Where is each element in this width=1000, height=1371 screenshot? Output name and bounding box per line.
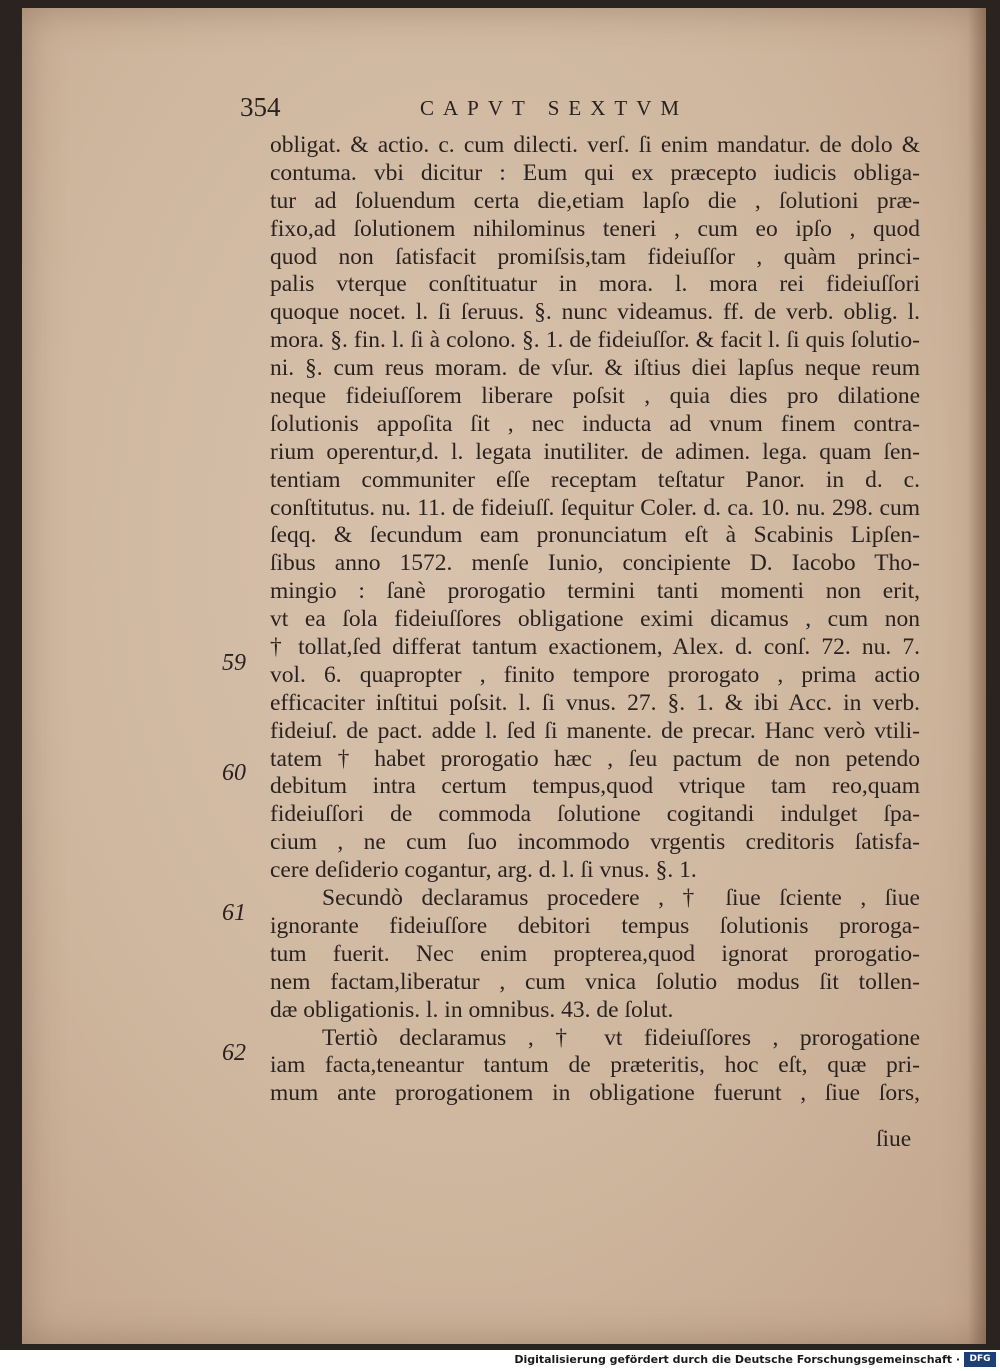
- text-line: mum ante prorogationem in obligatione fuerunt , ſiue ſors,: [270, 1080, 920, 1107]
- text-line: debitum intra certum tempus,quod vtrique tam reo,quam: [270, 773, 920, 800]
- text-line: fideiuſ. de pact. adde l. ſed ſi manente. de precar. Hanc verò vtili-: [270, 717, 920, 744]
- text-line: Tertiò declaramus , † vt fideiuſſores , prorogatione: [322, 1024, 920, 1051]
- text-line: ſolutionis appoſita ſit , nec inducta ad vnum finem contra-: [270, 410, 920, 437]
- page-number: 354: [240, 92, 281, 122]
- page-header: [240, 92, 800, 122]
- text-line: quoque nocet. l. ſi ſeruus. §. nunc videamus. ff. de verb. oblig. l.: [270, 299, 920, 326]
- text-line: nem factam,liberatur , cum vnica ſolutio modus ſit tollen-: [270, 968, 920, 995]
- text-line: conſtitutus. nu. 11. de fideiuſſ. ſequitur Coler. d. ca. 10. nu. 298. cum: [270, 494, 920, 521]
- text-line: ignorante fideiuſſore debitori tempus ſolutionis proroga-: [270, 912, 920, 939]
- text-line: vol. 6. quapropter , finito tempore prorogato , prima actio: [270, 661, 920, 688]
- dfg-logo: DFG: [964, 1352, 996, 1367]
- footer-credit: Digitalisierung gefördert durch die Deutsche Forschungsgemeinschaft ·: [514, 1353, 960, 1366]
- text-line: fixo,ad ſolutionem nihilominus teneri , cum eo ipſo , quod: [270, 215, 920, 242]
- running-head: CAPVT SEXTVM: [420, 96, 689, 120]
- footer-bar: [0, 1350, 1000, 1371]
- text-line: tentiam communiter eſſe receptam teſtatur Panor. in d. c.: [270, 466, 920, 493]
- text-line: mingio : ſanè prorogatio termini tanti momenti non erit,: [270, 578, 920, 605]
- margin-number-60: 60: [222, 760, 246, 786]
- text-line: tatem † habet prorogatio hæc , ſeu pactum de non petendo: [270, 745, 920, 772]
- text-line: † tollat,ſed differat tantum exactionem, Alex. d. conſ. 72. nu. 7.: [270, 634, 920, 661]
- margin-number-61: 61: [222, 900, 246, 926]
- text-line: obligat. & actio. c. cum dilecti. verſ. ſi enim mandatur. de dolo &: [270, 132, 920, 158]
- text-line: palis vterque conſtituatur in mora. l. mora rei fideiuſſori: [270, 271, 920, 298]
- text-line: tum fuerit. Nec enim propterea,quod ignorat prorogatio-: [270, 940, 920, 967]
- catchword: ſiue: [876, 1126, 912, 1152]
- text-line: mora. §. fin. l. ſi à colono. §. 1. de fideiuſſor. & facit l. ſi quis ſolutio-: [270, 327, 920, 354]
- text-line: efficaciter inſtitui poſsit. l. ſi vnus. 27. §. 1. & ibi Acc. in verb.: [270, 689, 920, 716]
- page-edge: [968, 8, 986, 1344]
- text-line: ſibus anno 1572. menſe Iunio, concipiente D. Iacobo Tho-: [270, 550, 920, 577]
- text-line: vt ea ſola fideiuſſores obligatione eximi dicamus , cum non: [270, 606, 920, 633]
- text-line: quod non ſatisfacit promiſsis,tam fideiuſſor , quàm princi-: [270, 243, 920, 270]
- margin-number-59: 59: [222, 650, 246, 676]
- text-line: cium , ne cum ſuo incommodo vrgentis creditoris ſatisfa-: [270, 829, 920, 856]
- text-line: cere deſiderio cogantur, arg. d. l. ſi vnus. §. 1.: [270, 857, 697, 884]
- text-line: contuma. vbi dicitur : Eum qui ex præcepto iudicis obliga-: [270, 159, 920, 186]
- text-line: rium operentur,d. l. legata inutiliter. de adimen. lega. quam ſen-: [270, 438, 920, 465]
- text-line: neque fideiuſſorem liberare poſsit , quia dies pro dilatione: [270, 383, 920, 410]
- text-line: tur ad ſoluendum certa die,etiam lapſo die , ſolutioni præ-: [270, 187, 920, 214]
- text-line: iam facta,teneantur tantum de præteritis, hoc eſt, quæ pri-: [270, 1052, 920, 1079]
- text-line: ni. §. cum reus moram. de vſur. & iſtius diei lapſus neque reum: [270, 355, 920, 382]
- margin-number-62: 62: [222, 1040, 246, 1066]
- body-text: [270, 132, 920, 1108]
- text-line: fideiuſſori de commoda ſolutione cogitandi indulget ſpa-: [270, 801, 920, 828]
- text-line: dæ obligationis. l. in omnibus. 43. de ſolut.: [270, 996, 674, 1023]
- text-line: Secundò declaramus procedere , † ſiue ſciente , ſiue: [322, 885, 920, 912]
- text-line: ſeqq. & ſecundum eam pronunciatum eſt à Scabinis Lipſen-: [270, 522, 920, 549]
